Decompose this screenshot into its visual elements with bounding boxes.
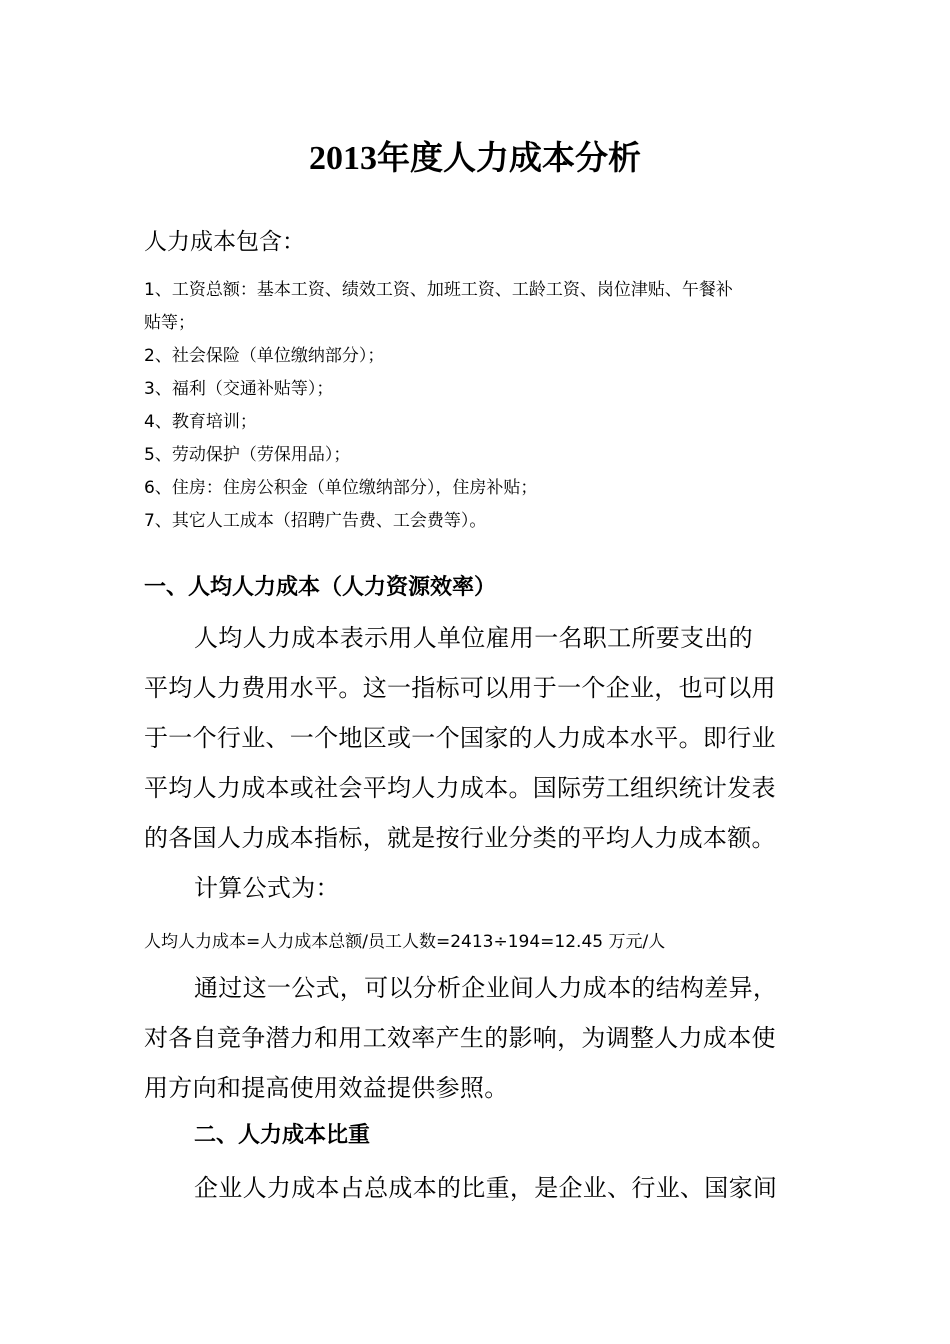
includes-line: 6、住房：住房公积金（单位缴纳部分），住房补贴； — [144, 478, 538, 498]
section-2-heading: 二、人力成本比重 — [194, 1123, 371, 1148]
formula-label: 计算公式为： — [194, 874, 340, 902]
section-1-paragraph-line: 平均人力成本或社会平均人力成本。国际劳工组织统计发表 — [144, 774, 776, 802]
includes-line: 2、社会保险（单位缴纳部分）； — [144, 346, 385, 366]
section-1-paragraph-line: 平均人力费用水平。这一指标可以用于一个企业，也可以用 — [144, 674, 776, 702]
includes-line: 5、劳动保护（劳保用品）； — [144, 445, 351, 465]
includes-line: 1、工资总额：基本工资、绩效工资、加班工资、工龄工资、岗位津贴、午餐补 — [144, 280, 733, 300]
includes-line: 3、福利（交通补贴等）； — [144, 379, 334, 399]
includes-line: 7、其它人工成本（招聘广告费、工会费等）。 — [144, 511, 487, 531]
section-2-paragraph-line: 企业人力成本占总成本的比重，是企业、行业、国家间 — [194, 1174, 778, 1202]
title-year: 2013 — [309, 140, 377, 177]
section-1-paragraph-line: 人均人力成本表示用人单位雇用一名职工所要支出的 — [194, 624, 753, 652]
section-1-heading: 一、人均人力成本（人力资源效率） — [144, 575, 497, 600]
analysis-line: 通过这一公式，可以分析企业间人力成本的结构差异， — [194, 974, 778, 1002]
section-1-paragraph-line: 的各国人力成本指标，就是按行业分类的平均人力成本额。 — [144, 824, 776, 852]
includes-line: 4、教育培训； — [144, 412, 257, 432]
formula-text: 人均人力成本=人力成本总额/员工人数=2413÷194=12.45 万元/人 — [144, 932, 666, 952]
analysis-line: 对各自竞争潜力和用工效率产生的影响，为调整人力成本使 — [144, 1024, 776, 1052]
includes-heading: 人力成本包含： — [144, 229, 305, 255]
title-text: 年度人力成本分析 — [377, 138, 641, 177]
includes-line: 贴等； — [144, 313, 195, 333]
analysis-line: 用方向和提高使用效益提供参照。 — [144, 1074, 509, 1102]
document-title — [0, 136, 950, 181]
section-1-paragraph-line: 于一个行业、一个地区或一个国家的人力成本水平。即行业 — [144, 724, 776, 752]
